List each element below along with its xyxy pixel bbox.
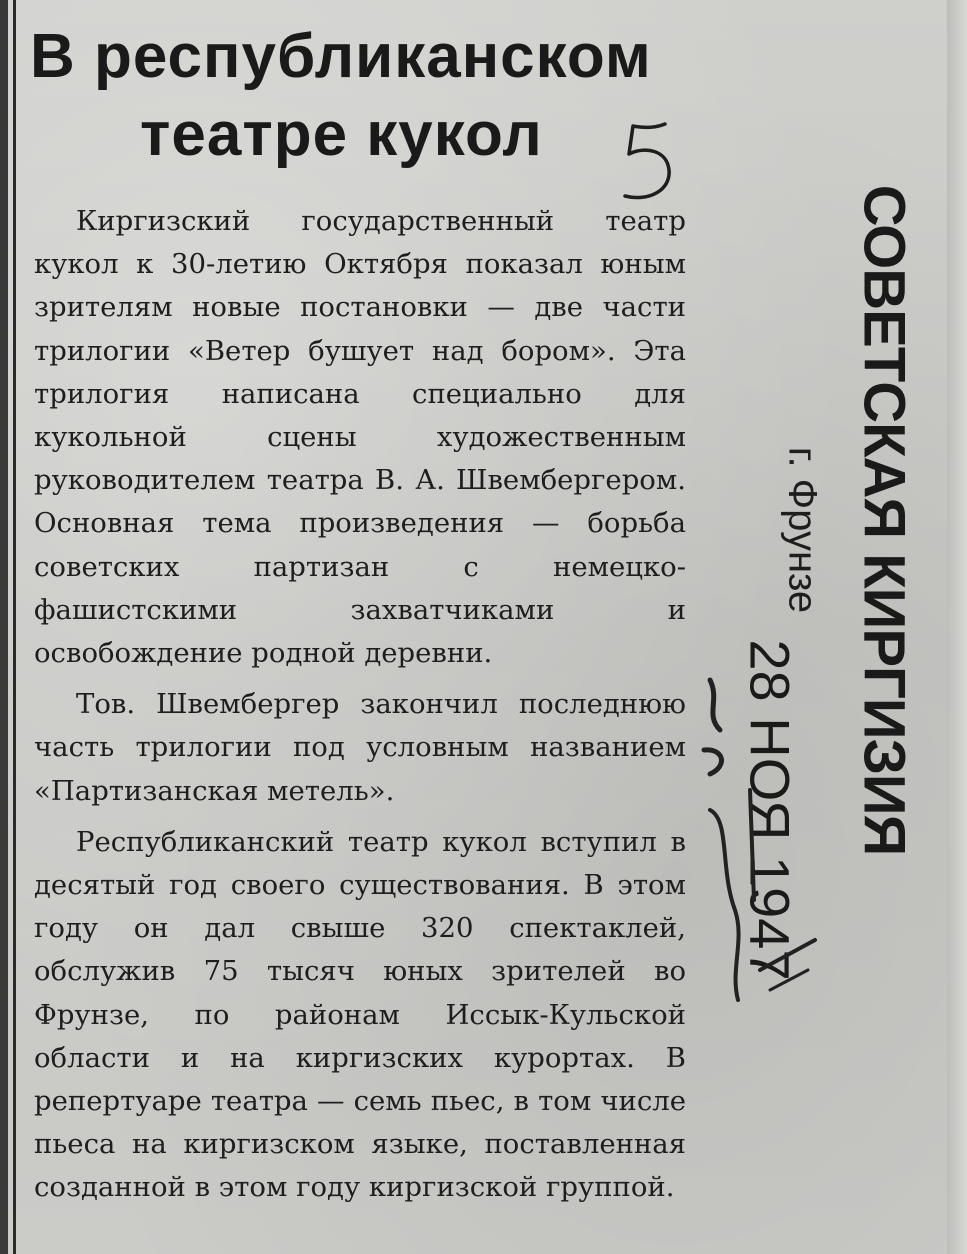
- city-stamp: [762, 420, 842, 640]
- scan-edge: [0, 0, 8, 1254]
- paper-edge: [947, 0, 967, 1254]
- handwritten-mark-five: [615, 118, 685, 208]
- handwritten-date-scribble: [690, 670, 820, 1030]
- newspaper-name-stamp: [828, 184, 940, 856]
- article-body: [34, 200, 686, 1254]
- article-headline: [30, 18, 690, 174]
- headline-line-1: В республиканском: [30, 22, 652, 91]
- article-paragraph: Тов. Швембергер закончил последнюю часть трилогии под условным названием «Партизанская метель».: [34, 688, 686, 807]
- newspaper-name: СОВЕТСКАЯ КИРГИЗИЯ: [851, 184, 917, 856]
- headline-line-2: театре кукол: [140, 100, 543, 169]
- column-rule: [13, 0, 16, 1254]
- city-name: г. Фрунзе: [780, 446, 825, 614]
- article-paragraph: Республиканский театр кукол вступил в десятый год своего существования. В этом году он дал свыше 320 спектаклей, обслужив 75 тысяч юных зрителей во Фрунзе, по районам Иссык-Кульской области и на киргизских курортах. В репертуаре театра — семь пьес, в том числе пьеса на киргизском языке, поставленная созданной в этом году киргизской группой.: [34, 825, 686, 1204]
- article-paragraph: Киргизский государственный театр кукол к 30-летию Октября показал юным зрителям новые постановки — две части трилогии «Ветер бушует над бором». Эта трилогия написана специально для кукольной сцены художественным руководителем театра В. А. Швембергером. Основная тема произведения — борьба советских партизан с немецко-фашистскими захватчиками и освобождение родной деревни.: [34, 205, 686, 670]
- stamp-date: 28 НОЯ 1947: [738, 639, 802, 981]
